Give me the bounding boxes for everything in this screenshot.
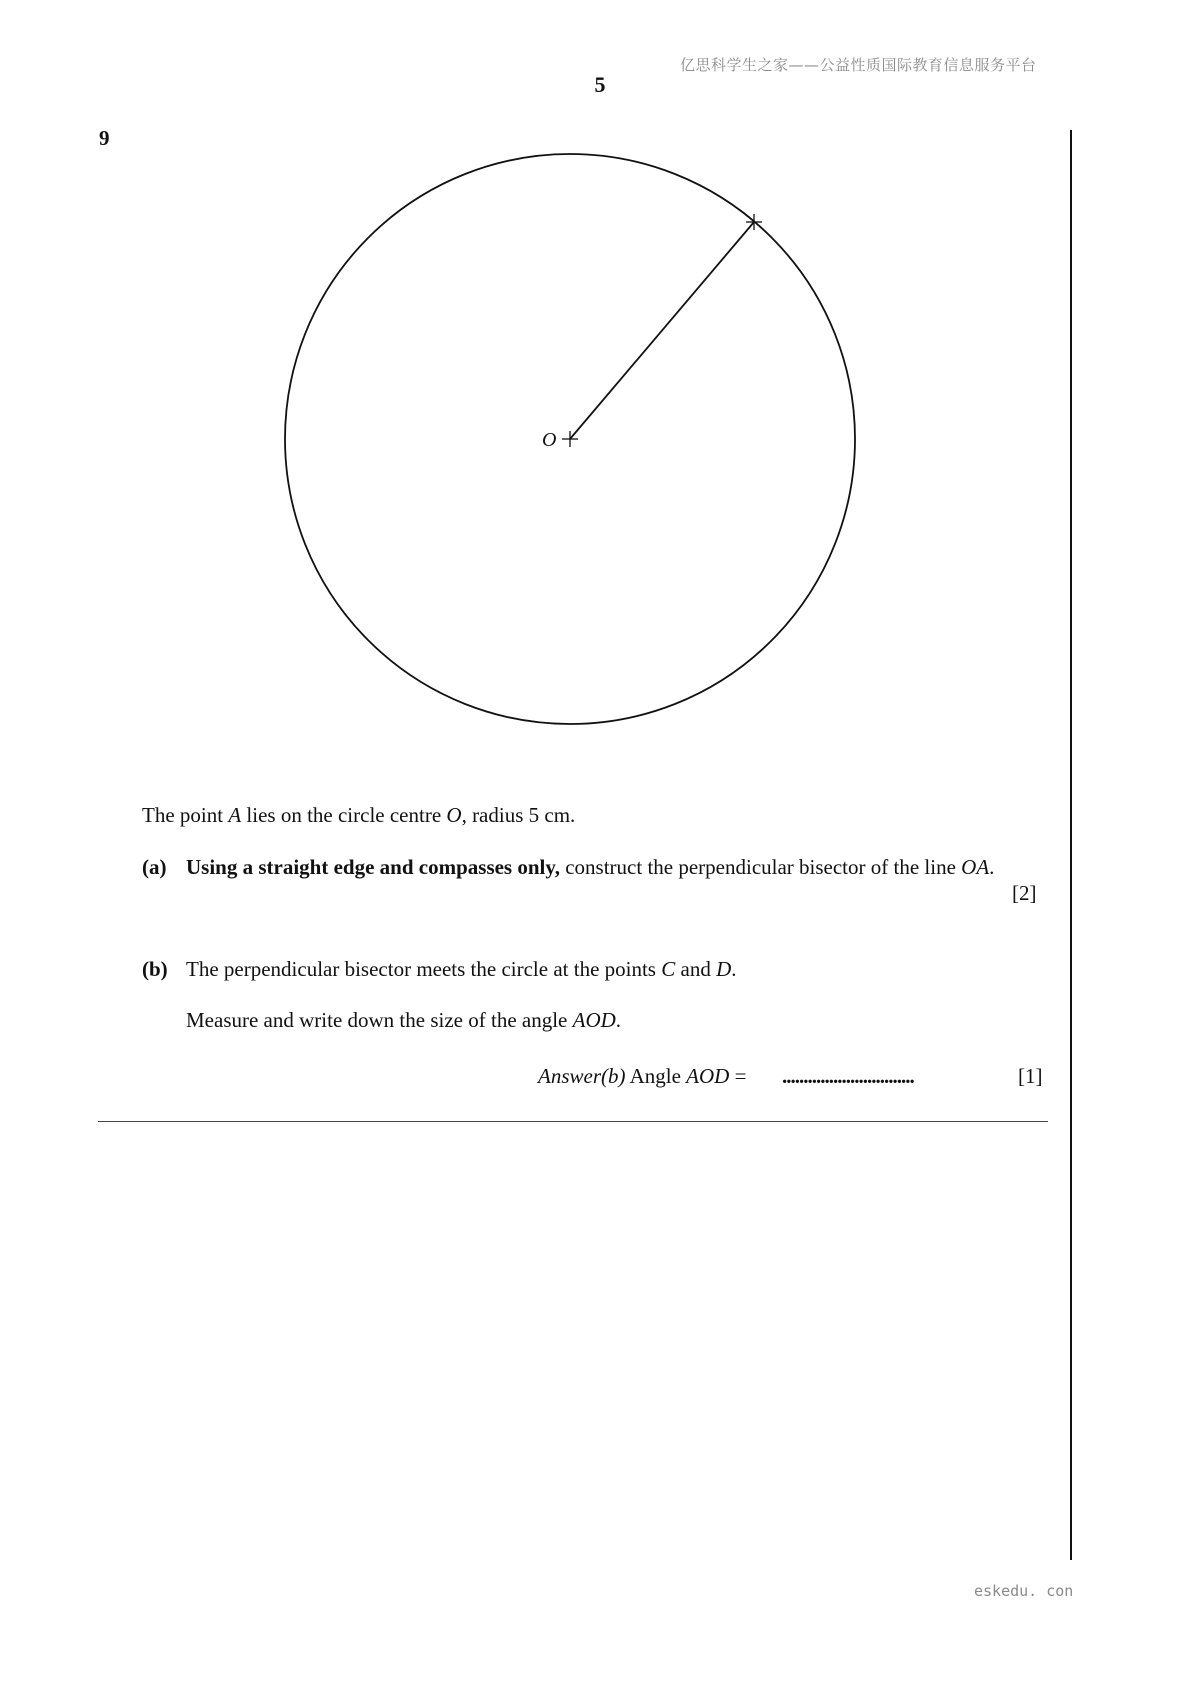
part-a-label: (a) [142,855,167,879]
radius-oa [570,222,754,439]
watermark-text: 亿思科学生之家——公益性质国际教育信息服务平台 [680,56,1037,74]
answer-label: Answer(b) Angle AOD = [538,1064,747,1088]
answer-field[interactable]: ............................... [782,1064,914,1088]
part-b-text: The perpendicular bisector meets the circle at the points C and D. [186,957,737,981]
page-number: 5 [594,72,606,97]
question-number: 9 [99,126,110,150]
part-b-label: (b) [142,957,168,981]
circle-figure [270,140,870,740]
margin-line [1070,130,1072,1560]
part-a-text: Using a straight edge and compasses only, construct the perpendicular bisector of the line OA. [186,855,995,879]
part-b-marks: [1] [1018,1064,1043,1088]
question-divider [98,1121,1048,1122]
part-b-instruction: Measure and write down the size of the angle AOD. [186,1008,622,1032]
centre-label: O [542,429,557,451]
footer-site: eskedu. con [974,1582,1074,1600]
intro-text: The point A lies on the circle centre O, radius 5 cm. [142,803,576,827]
part-a-marks: [2] [1012,881,1037,905]
